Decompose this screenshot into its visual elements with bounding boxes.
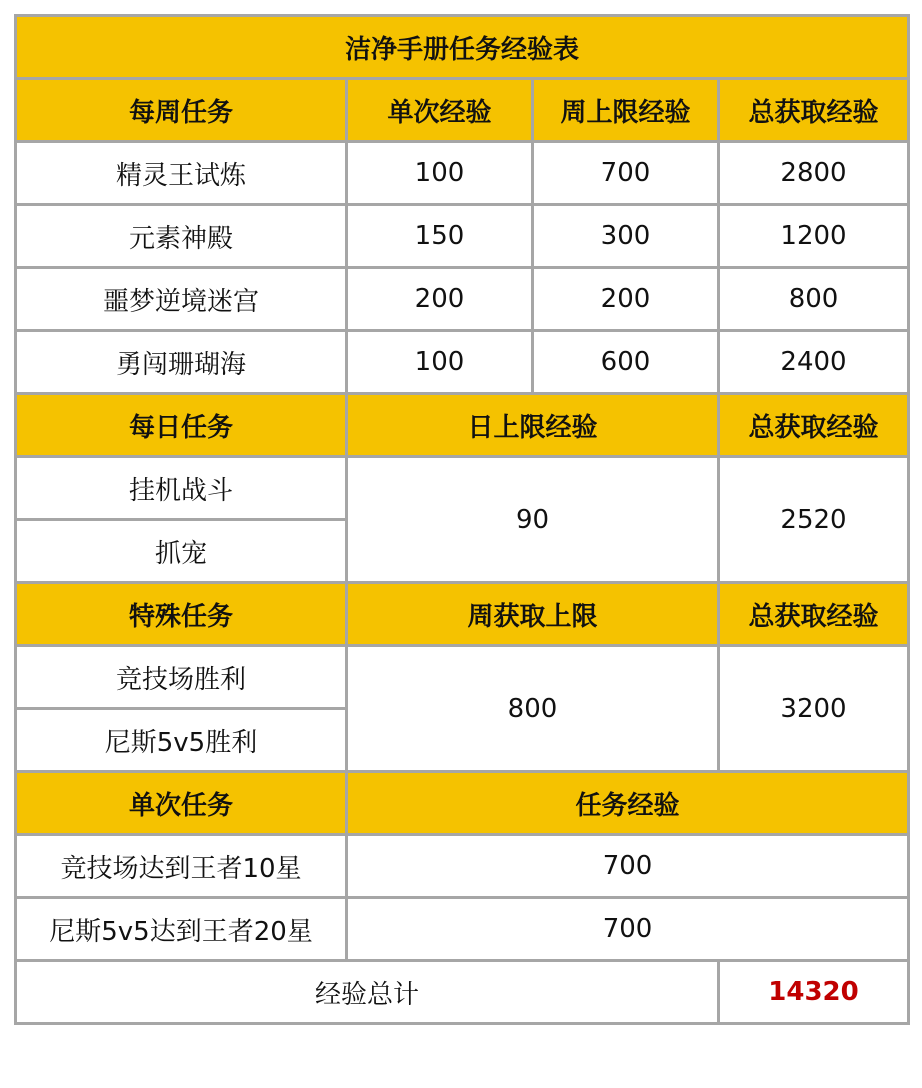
weekly-task-name: 元素神殿 <box>16 205 347 268</box>
special-header-total: 总获取经验 <box>719 583 909 646</box>
weekly-task-total: 800 <box>719 268 909 331</box>
weekly-task-cap: 200 <box>533 268 719 331</box>
weekly-header-task: 每周任务 <box>16 79 347 142</box>
single-task-exp: 700 <box>347 835 909 898</box>
single-header-row <box>16 772 909 835</box>
daily-header-row <box>16 394 909 457</box>
weekly-task-cap: 700 <box>533 142 719 205</box>
table-row <box>16 646 909 709</box>
weekly-task-single: 200 <box>347 268 533 331</box>
daily-total-value: 2520 <box>719 457 909 583</box>
special-task-name: 竞技场胜利 <box>16 646 347 709</box>
single-task-name: 竞技场达到王者10星 <box>16 835 347 898</box>
daily-header-task: 每日任务 <box>16 394 347 457</box>
table-row <box>16 331 909 394</box>
exp-table <box>14 14 910 1025</box>
special-total-value: 3200 <box>719 646 909 772</box>
weekly-header-total: 总获取经验 <box>719 79 909 142</box>
weekly-header-row <box>16 79 909 142</box>
single-header-task: 单次任务 <box>16 772 347 835</box>
special-header-task: 特殊任务 <box>16 583 347 646</box>
table-row <box>16 142 909 205</box>
table-title: 洁净手册任务经验表 <box>16 16 909 79</box>
weekly-task-total: 2800 <box>719 142 909 205</box>
table-row <box>16 205 909 268</box>
daily-header-total: 总获取经验 <box>719 394 909 457</box>
special-task-name: 尼斯5v5胜利 <box>16 709 347 772</box>
summary-row <box>16 961 909 1024</box>
weekly-task-name: 精灵王试炼 <box>16 142 347 205</box>
daily-task-name: 挂机战斗 <box>16 457 347 520</box>
weekly-task-single: 150 <box>347 205 533 268</box>
single-task-name: 尼斯5v5达到王者20星 <box>16 898 347 961</box>
special-header-cap: 周获取上限 <box>347 583 719 646</box>
weekly-header-cap: 周上限经验 <box>533 79 719 142</box>
special-header-row <box>16 583 909 646</box>
daily-header-cap: 日上限经验 <box>347 394 719 457</box>
title-row <box>16 16 909 79</box>
weekly-task-name: 噩梦逆境迷宫 <box>16 268 347 331</box>
weekly-task-name: 勇闯珊瑚海 <box>16 331 347 394</box>
weekly-task-total: 2400 <box>719 331 909 394</box>
table-row <box>16 898 909 961</box>
weekly-task-total: 1200 <box>719 205 909 268</box>
single-header-exp: 任务经验 <box>347 772 909 835</box>
summary-value: 14320 <box>719 961 909 1024</box>
single-task-exp: 700 <box>347 898 909 961</box>
weekly-task-cap: 600 <box>533 331 719 394</box>
daily-task-name: 抓宠 <box>16 520 347 583</box>
summary-label: 经验总计 <box>16 961 719 1024</box>
special-cap-value: 800 <box>347 646 719 772</box>
table-row <box>16 457 909 520</box>
weekly-task-single: 100 <box>347 142 533 205</box>
weekly-task-single: 100 <box>347 331 533 394</box>
table-row <box>16 835 909 898</box>
daily-cap-value: 90 <box>347 457 719 583</box>
exp-table-container <box>14 14 910 1025</box>
weekly-header-single: 单次经验 <box>347 79 533 142</box>
weekly-task-cap: 300 <box>533 205 719 268</box>
table-row <box>16 268 909 331</box>
